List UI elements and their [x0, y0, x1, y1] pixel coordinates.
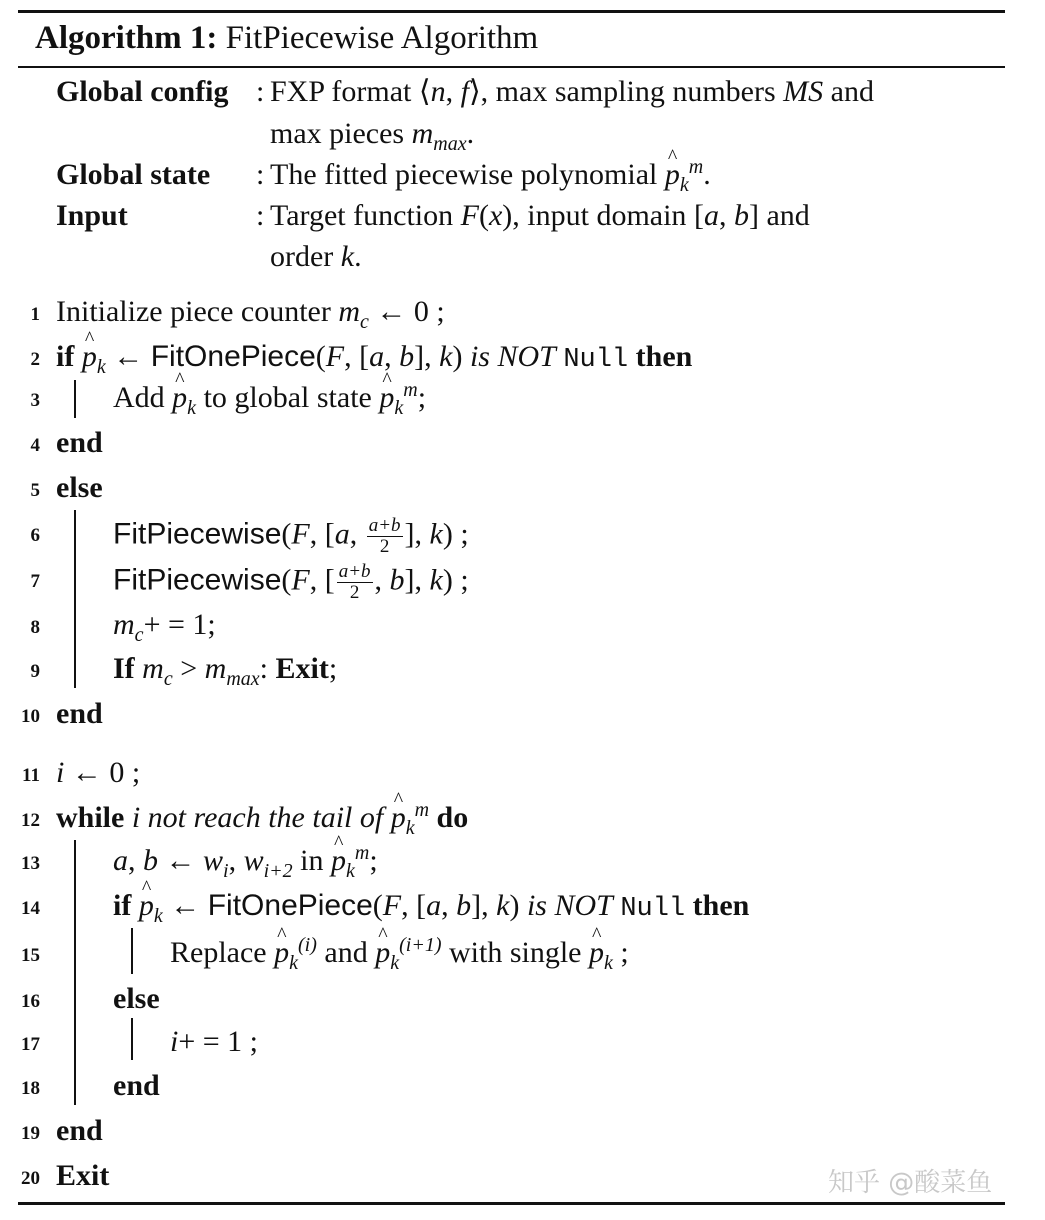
- fraction: $\frac{a+b}{2}$: [368, 515, 401, 557]
- line-number: 15: [21, 945, 40, 966]
- line-number: 11: [22, 765, 40, 786]
- algo-line-14: if ^ $p_k$ ← FitOnePiece(F, [a, b], k) is NOT Null then: [113, 891, 749, 923]
- bottom-rule: [18, 1202, 1005, 1205]
- algo-line-17: i+ = 1 ;: [170, 1025, 259, 1058]
- watermark: 知乎 @酸菜鱼: [828, 1168, 993, 1198]
- top-rule: [18, 10, 1005, 13]
- line-number: 3: [30, 390, 40, 411]
- algo-line-1: Initialize piece counter $m_c$ ← 0 ;: [56, 295, 445, 333]
- input-label: Input: [56, 199, 128, 232]
- line-number: 17: [21, 1034, 40, 1055]
- line-number: 14: [21, 898, 40, 919]
- global-state-label: Global state: [56, 158, 211, 191]
- line-number: 10: [21, 706, 40, 727]
- line-number: 19: [21, 1123, 40, 1144]
- line-number: 18: [21, 1078, 40, 1099]
- line-number: 7: [30, 571, 40, 592]
- block-bar: [74, 840, 76, 1105]
- line-number: 2: [30, 349, 40, 370]
- algo-line-15: Replace ^ $p_k^{(i)}$ and ^ $p_k^{(i+1)}$ with single ^ $p_k$ ;: [170, 938, 629, 968]
- block-bar: [74, 510, 76, 688]
- algo-line-3: Add ^ $p_k$ to global state ^ $p_k^m$;: [113, 383, 426, 413]
- global-state-text: The fitted piecewise polynomial ^ $p_k^m$.: [270, 160, 711, 190]
- algo-line-10: end: [56, 697, 103, 730]
- line-number: 6: [30, 525, 40, 546]
- block-bar: [74, 380, 76, 418]
- algo-line-9: If $m_c > m_{max}$: Exit;: [113, 652, 338, 690]
- algo-line-12: while i not reach the tail of ^ $p_k^m$ do: [56, 803, 468, 833]
- line-number: 12: [21, 810, 40, 831]
- block-bar: [131, 1018, 133, 1060]
- global-config-text-line2: max pieces $m_{max}$.: [270, 117, 475, 155]
- algo-line-16: else: [113, 982, 160, 1015]
- algo-line-19: end: [56, 1114, 103, 1147]
- fraction: $\frac{a+b}{2}$: [338, 561, 371, 603]
- line-number: 16: [21, 991, 40, 1012]
- algorithm-number: Algorithm 1:: [35, 20, 218, 56]
- line-number: 9: [30, 661, 40, 682]
- line-number: 13: [21, 853, 40, 874]
- global-config-label: Global config: [56, 75, 229, 108]
- algo-line-7: FitPiecewise(F, [ $\frac{a+b}{2}$ , b], k) ;: [113, 561, 469, 603]
- line-number: 8: [30, 617, 40, 638]
- title-rule: [18, 66, 1005, 68]
- line-number: 1: [30, 304, 40, 325]
- line-number: 4: [30, 435, 40, 456]
- colon: :: [256, 75, 265, 108]
- algo-line-13: a, b ← $w_i$, $w_{i+2}$ in ^ $p_k^m$;: [113, 846, 378, 876]
- algo-line-11: i ← 0 ;: [56, 756, 141, 789]
- algorithm-name: FitPiecewise Algorithm: [225, 20, 539, 56]
- algo-line-2: if ^ $p_k$ ← FitOnePiece(F, [a, b], k) is NOT Null then: [56, 342, 692, 374]
- algo-line-5: else: [56, 471, 103, 504]
- line-number: 5: [30, 480, 40, 501]
- block-bar: [131, 928, 133, 974]
- algo-line-18: end: [113, 1069, 160, 1102]
- line-number: 20: [21, 1168, 40, 1189]
- algorithm-title: [35, 22, 538, 55]
- input-text: Target function F(x), input domain [a, b] and: [270, 199, 810, 232]
- algo-line-20: Exit: [56, 1159, 110, 1192]
- input-text-line2: order k.: [270, 240, 362, 273]
- algo-line-6: FitPiecewise(F, [a, $\frac{a+b}{2}$ ], k) ;: [113, 515, 469, 557]
- colon: :: [256, 158, 265, 191]
- algo-line-8: $m_c+ = 1$;: [113, 608, 216, 646]
- global-config-text: FXP format ⟨n, f⟩, max sampling numbers MS and: [270, 75, 874, 108]
- algo-line-4: end: [56, 426, 103, 459]
- colon: :: [256, 199, 265, 232]
